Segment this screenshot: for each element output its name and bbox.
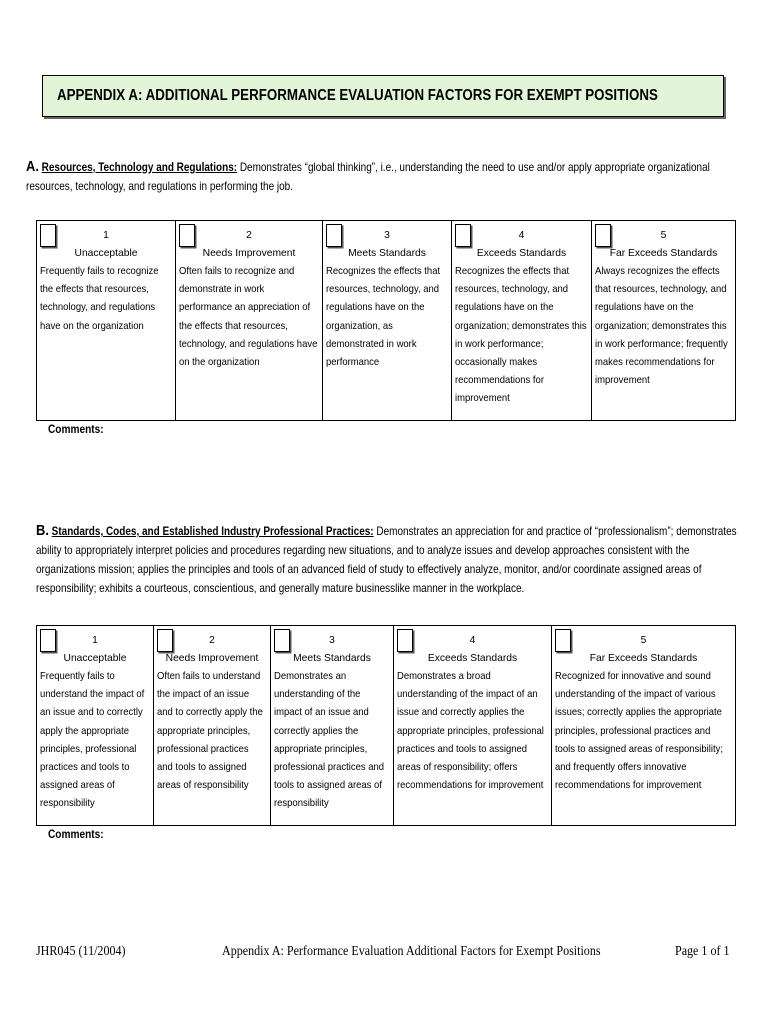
rating-description: Often fails to understand the impact of an issue and to correctly apply the appropriate principles, professional practices and tools to assigned areas of responsibility: [157, 671, 263, 792]
section-b-rating-table: [36, 625, 736, 826]
rating-description: Always recognizes the effects that resources, technology, and regulations have on the organization; demonstrates this in work performance; frequently makes recommendations for improvement: [595, 266, 728, 387]
rating-cell: [37, 626, 154, 826]
section-b-intro: [36, 521, 741, 598]
rating-cell: [323, 221, 452, 421]
rating-description: Frequently fails to understand the impact of an issue and to correctly apply the appropriate principles, professional practices and tools to assigned areas of responsibility: [40, 671, 145, 810]
section-a-comments-label: Comments:: [48, 424, 104, 436]
section-a-description: Demonstrates “global thinking”, i.e., understanding the need to use and/or apply appropriate organizational resources, technology, and regulations in performing the job.: [26, 161, 710, 193]
page-title: APPENDIX A: ADDITIONAL PERFORMANCE EVALUATION FACTORS FOR EXEMPT POSITIONS: [57, 87, 658, 104]
rating-cell: [271, 626, 394, 826]
rating-cell: [452, 221, 592, 421]
rating-label: Exceeds Standards: [476, 248, 567, 259]
section-a-rating-table: [36, 220, 736, 421]
rating-number: 5: [660, 230, 667, 241]
section-a-letter: A.: [26, 158, 39, 175]
rating-cell: [394, 626, 552, 826]
rating-number: 2: [246, 230, 252, 241]
rating-5-checkbox[interactable]: [595, 224, 611, 247]
rating-description: Demonstrates a broad understanding of the impact of an issue and correctly applies the appropriate principles, professional practices and tools to assigned areas of responsibility; offers recommendations for improvement: [397, 671, 544, 792]
rating-label: Meets Standards: [348, 248, 426, 259]
title-box: [42, 75, 724, 117]
rating-1-checkbox[interactable]: [40, 224, 56, 247]
rating-description: Often fails to recognize and demonstrate in work performance an appreciation of the effects that resources, technology, and regulations have on the organization: [179, 266, 318, 369]
rating-1-checkbox[interactable]: [40, 629, 56, 652]
rating-cell: [592, 221, 736, 421]
rating-number: 4: [518, 230, 525, 241]
footer-page-number: Page 1 of 1: [675, 944, 730, 959]
rating-number: 3: [384, 230, 390, 241]
rating-description: Recognizes the effects that resources, technology, and regulations have on the organization, as demonstrated in work performance: [326, 266, 441, 369]
rating-label: Far Exceeds Standards: [589, 653, 698, 664]
section-b-heading: Standards, Codes, and Established Industry Professional Practices:: [51, 525, 374, 538]
section-a-intro: [26, 157, 721, 196]
rating-number: 1: [103, 230, 109, 241]
rating-number: 1: [92, 635, 98, 646]
rating-cell: [552, 626, 736, 826]
rating-label: Meets Standards: [293, 653, 371, 664]
rating-label: Needs Improvement: [165, 653, 259, 664]
rating-4-checkbox[interactable]: [397, 629, 413, 652]
rating-label: Unacceptable: [63, 653, 127, 664]
rating-label: Exceeds Standards: [427, 653, 518, 664]
footer-title: Appendix A: Performance Evaluation Additional Factors for Exempt Positions: [222, 944, 601, 959]
rating-number: 2: [209, 635, 215, 646]
rating-label: Unacceptable: [74, 248, 138, 259]
rating-cell: [176, 221, 323, 421]
rating-3-checkbox[interactable]: [274, 629, 290, 652]
rating-2-checkbox[interactable]: [179, 224, 195, 247]
rating-cell: [37, 221, 176, 421]
rating-description: Recognized for innovative and sound understanding of the impact of various issues; correctly applies the appropriate principles, professional practices and tools to assigned areas of responsibility; and frequently offers innovative recommendations for improvement: [555, 671, 723, 792]
rating-description: Demonstrates an understanding of the impact of an issue and correctly applies the appropriate principles, professional practices and tools to assigned areas of responsibility: [274, 671, 385, 810]
rating-label: Needs Improvement: [202, 248, 296, 259]
footer-form-id: JHR045 (11/2004): [36, 944, 126, 959]
rating-2-checkbox[interactable]: [157, 629, 173, 652]
rating-number: 4: [469, 635, 476, 646]
section-b-letter: B.: [36, 522, 49, 539]
rating-number: 3: [329, 635, 335, 646]
section-b-comments-label: Comments:: [48, 829, 104, 841]
rating-cell: [154, 626, 271, 826]
section-b-description: Demonstrates an appreciation for and practice of “professionalism”; demonstrates ability to appropriately interpret policies and procedures regarding new situations, and to analyze issues and develop approaches consistent with the organizations mission; applies the principles and tools of an advanced field of study to effectively analyze, monitor, and/or coordinate assigned areas of responsibility; exhibits a courteous, conscientious, and generally mature businesslike manner in the workplace.: [36, 525, 737, 595]
section-a-heading: Resources, Technology and Regulations:: [41, 161, 238, 174]
rating-label: Far Exceeds Standards: [609, 248, 718, 259]
rating-number: 5: [640, 635, 647, 646]
rating-description: Frequently fails to recognize the effects that resources, technology, and regulations have on the organization: [40, 266, 159, 332]
rating-4-checkbox[interactable]: [455, 224, 471, 247]
rating-3-checkbox[interactable]: [326, 224, 342, 247]
rating-description: Recognizes the effects that resources, technology, and regulations have on the organization; demonstrates this in work performance; occasionally makes recommendations for improvement: [455, 266, 587, 405]
rating-5-checkbox[interactable]: [555, 629, 571, 652]
